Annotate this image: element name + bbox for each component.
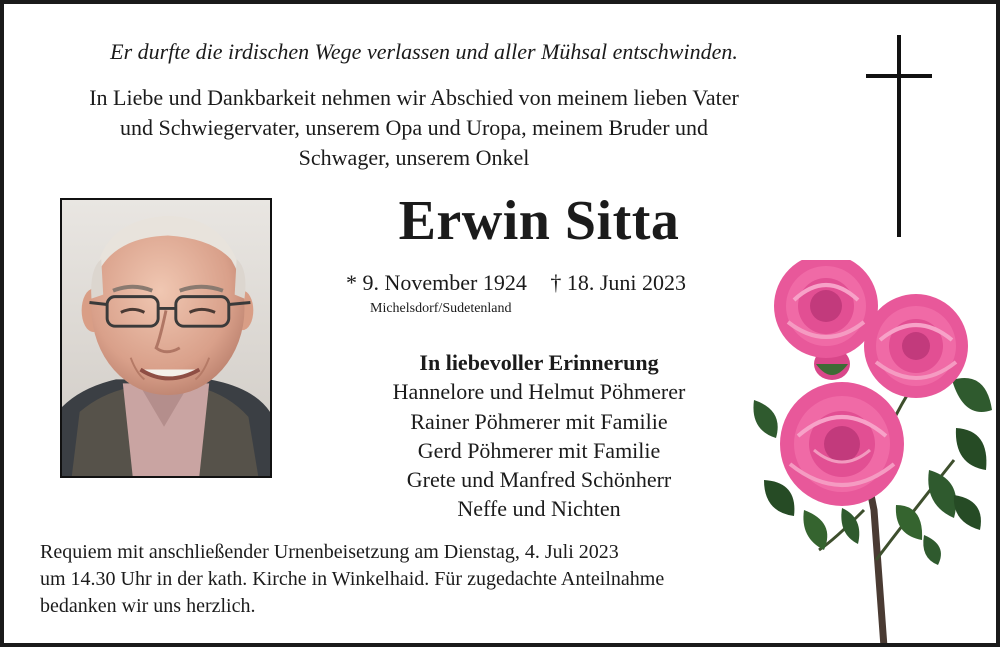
requiem-line: bedanken wir uns herzlich. xyxy=(40,595,256,617)
mourner-line: Gerd Pöhmerer mit Familie xyxy=(417,437,661,463)
mourner-line: Hannelore und Helmut Pöhmerer xyxy=(392,379,686,405)
mourners-list xyxy=(344,348,734,524)
birth-date: * 9. November 1924 xyxy=(346,270,527,295)
intro-line: In Liebe und Dankbarkeit nehmen wir Abschied von meinem lieben Vater xyxy=(89,85,739,110)
portrait-photo xyxy=(60,198,272,478)
death-date: † 18. Juni 2023 xyxy=(550,270,687,295)
intro-line: und Schwiegervater, unserem Opa und Uropa, meinem Bruder und xyxy=(119,115,709,140)
requiem-line: Requiem mit anschließender Urnenbeisetzung am Dienstag, 4. Juli 2023 xyxy=(40,541,619,563)
intro-text xyxy=(24,83,804,173)
roses-icon xyxy=(724,260,1000,647)
mourner-line: Rainer Pöhmerer mit Familie xyxy=(410,408,668,434)
motto-text: Er durfte die irdischen Wege verlassen und aller Mühsal entschwinden. xyxy=(110,39,738,64)
requiem-line: um 14.30 Uhr in der kath. Kirche in Winkelhaid. Für zugedachte Anteilnahme xyxy=(40,568,665,590)
intro-line: Schwager, unserem Onkel xyxy=(298,145,530,170)
mourner-line: Grete und Manfred Schönherr xyxy=(406,467,672,493)
mourner-line: Neffe und Nichten xyxy=(457,496,621,522)
cross-icon xyxy=(862,30,936,240)
life-dates xyxy=(346,269,746,297)
birthplace: Michelsdorf/Sudetenland xyxy=(370,301,512,316)
mourners-heading: In liebevoller Erinnerung xyxy=(419,350,659,375)
requiem-notice xyxy=(40,539,740,620)
deceased-name: Erwin Sitta xyxy=(398,190,680,252)
